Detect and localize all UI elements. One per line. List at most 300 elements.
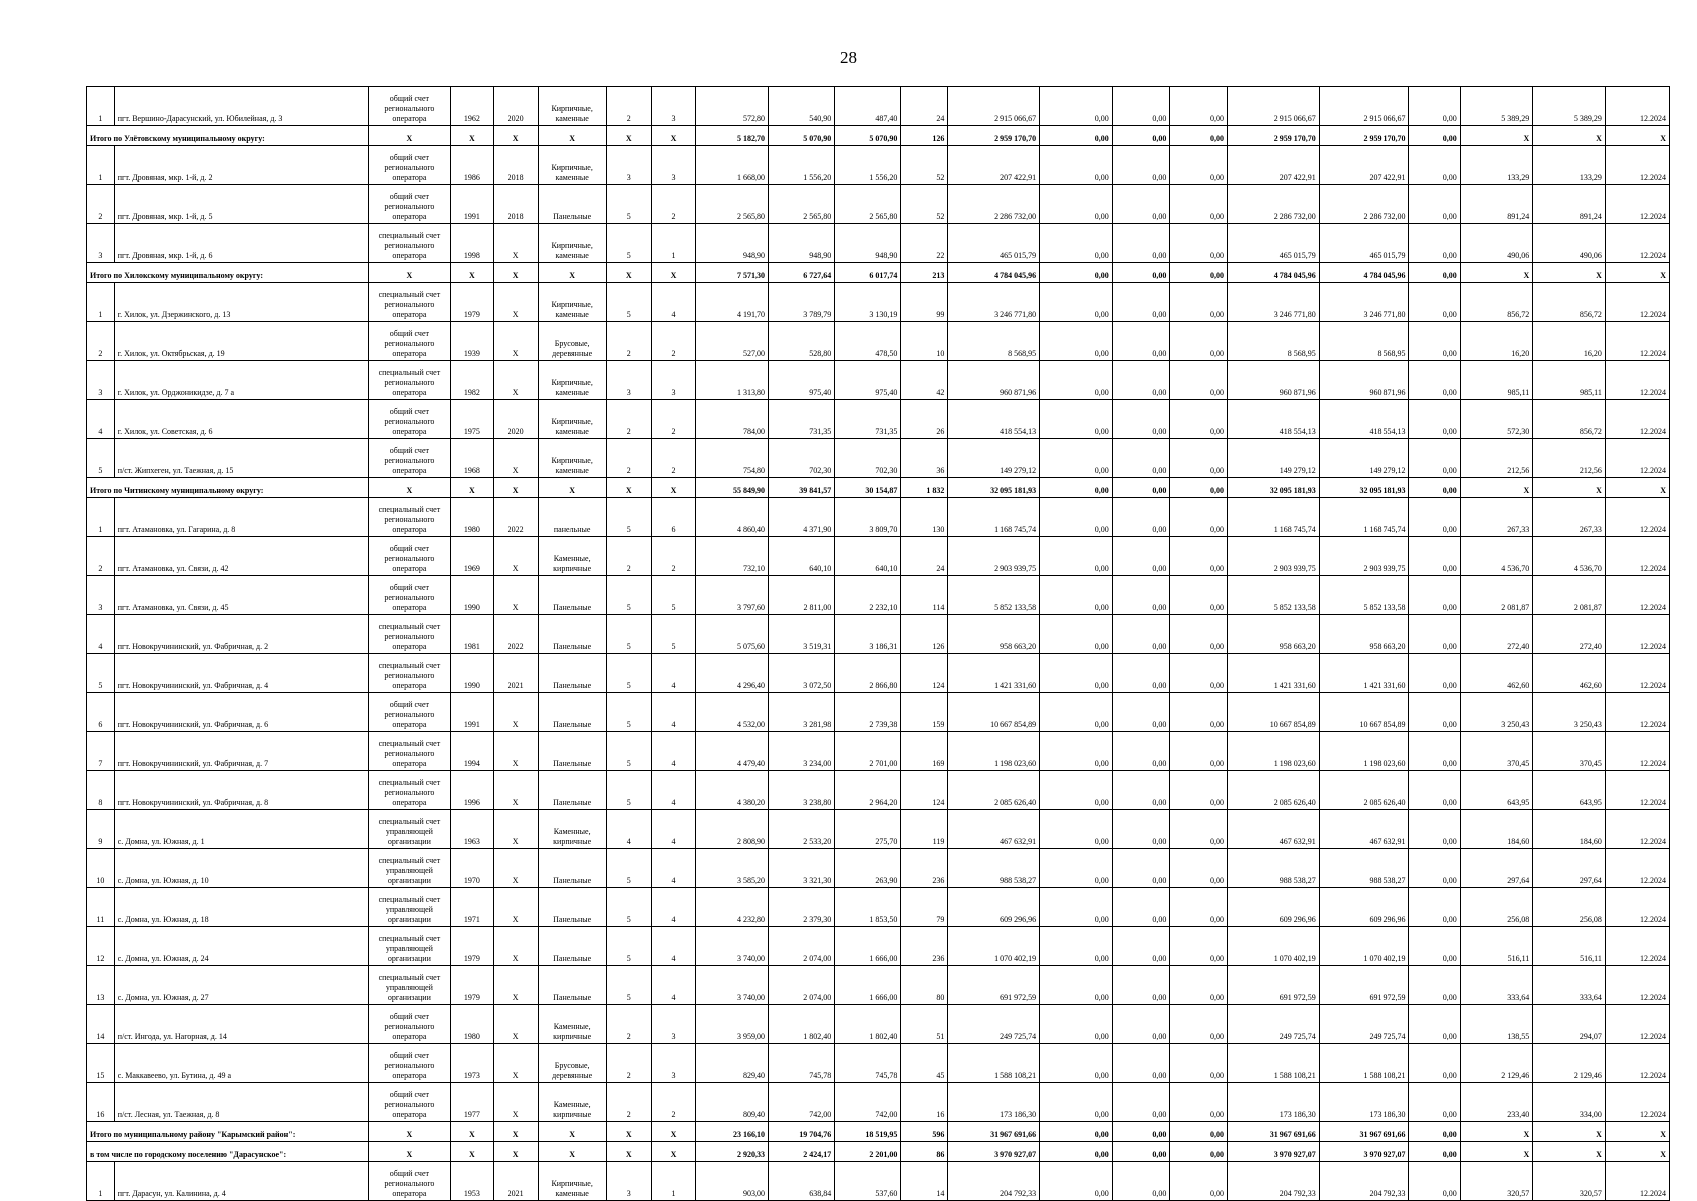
living-area-cell: 1 802,40	[769, 1005, 835, 1044]
build-year-cell: 1991	[450, 185, 493, 224]
row-number-cell: 3	[87, 361, 115, 400]
subtotal-cell: 0,00	[1040, 478, 1113, 498]
residential-area-cell: 702,30	[835, 439, 901, 478]
subtotal-cell: X	[368, 126, 450, 146]
subtotal-cell: 6 017,74	[835, 263, 901, 283]
subtotal-cell: 3 970 927,07	[1228, 1142, 1320, 1162]
row-number-cell: 15	[87, 1044, 115, 1083]
floors-cell: 4	[606, 810, 651, 849]
wall-material-cell: Панельные	[538, 654, 606, 693]
fund-cost-cell: 0,00	[1040, 361, 1113, 400]
floors-cell: 2	[606, 322, 651, 361]
owner-funds-total-cell: 465 015,79	[1319, 224, 1409, 263]
subtotal-cell: 4 784 045,96	[1228, 263, 1320, 283]
total-cost-cell: 204 792,33	[948, 1162, 1040, 1201]
build-year-cell: 1986	[450, 146, 493, 185]
owner-funds-cell: 2 085 626,40	[1228, 771, 1320, 810]
address-cell: с. Домна, ул. Южная, д. 18	[114, 888, 368, 927]
completion-date-cell: 12.2024	[1605, 888, 1669, 927]
other-funds-cell: 0,00	[1409, 1005, 1460, 1044]
subtotal-cell: X	[450, 478, 493, 498]
address-cell: г. Хилок, ул. Советская, д. 6	[114, 400, 368, 439]
other-funds-cell: 0,00	[1409, 1044, 1460, 1083]
account-type-cell: специальный счет управляющей организации	[368, 849, 450, 888]
residential-area-cell: 640,10	[835, 537, 901, 576]
account-type-cell: специальный счет регионального оператора	[368, 498, 450, 537]
limit-cost-cell: 856,72	[1533, 400, 1606, 439]
subtotal-cell: X	[450, 126, 493, 146]
wall-material-cell: Кирпичные, каменные	[538, 361, 606, 400]
floors-cell: 5	[606, 498, 651, 537]
total-area-cell: 4 296,40	[696, 654, 769, 693]
residents-cell: 130	[901, 498, 948, 537]
subtotal-cell: 19 704,76	[769, 1122, 835, 1142]
limit-cost-cell: 891,24	[1533, 185, 1606, 224]
account-type-cell: общий счет регионального оператора	[368, 322, 450, 361]
total-cost-cell: 2 915 066,67	[948, 87, 1040, 126]
subtotal-cell: 2 920,33	[696, 1142, 769, 1162]
region-cost-cell: 0,00	[1170, 888, 1228, 927]
budget-cost-cell: 0,00	[1112, 1005, 1170, 1044]
subtotal-cell: 1 832	[901, 478, 948, 498]
wall-material-cell: Панельные	[538, 966, 606, 1005]
residential-area-cell: 3 186,31	[835, 615, 901, 654]
address-cell: пгт. Дровяная, мкр. 1-й, д. 2	[114, 146, 368, 185]
owner-funds-cell: 960 871,96	[1228, 361, 1320, 400]
owner-funds-total-cell: 207 422,91	[1319, 146, 1409, 185]
subtotal-cell: 2 959 170,70	[948, 126, 1040, 146]
region-cost-cell: 0,00	[1170, 810, 1228, 849]
row-number-cell: 1	[87, 283, 115, 322]
fund-cost-cell: 0,00	[1040, 693, 1113, 732]
privatization-year-cell: 2020	[493, 87, 538, 126]
subtotal-cell: X	[606, 1122, 651, 1142]
subtotal-cell: 3 970 927,07	[948, 1142, 1040, 1162]
table-row	[87, 771, 1670, 810]
address-cell: г. Хилок, ул. Дзержинского, д. 13	[114, 283, 368, 322]
subtotal-cell: 126	[901, 126, 948, 146]
budget-cost-cell: 0,00	[1112, 771, 1170, 810]
total-cost-cell: 1 588 108,21	[948, 1044, 1040, 1083]
address-cell: г. Хилок, ул. Октябрьская, д. 19	[114, 322, 368, 361]
living-area-cell: 2 533,20	[769, 810, 835, 849]
table-row	[87, 146, 1670, 185]
privatization-year-cell: X	[493, 322, 538, 361]
budget-cost-cell: 0,00	[1112, 1162, 1170, 1201]
residential-area-cell: 2 232,10	[835, 576, 901, 615]
row-number-cell: 4	[87, 400, 115, 439]
owner-funds-total-cell: 204 792,33	[1319, 1162, 1409, 1201]
owner-funds-total-cell: 418 554,13	[1319, 400, 1409, 439]
table-row	[87, 732, 1670, 771]
table-row	[87, 966, 1670, 1005]
address-cell: с. Домна, ул. Южная, д. 27	[114, 966, 368, 1005]
owner-funds-cell: 609 296,96	[1228, 888, 1320, 927]
total-area-cell: 2 808,90	[696, 810, 769, 849]
unit-cost-cell: 133,29	[1460, 146, 1533, 185]
subtotal-cell: X	[538, 126, 606, 146]
subtotal-cell: 5 182,70	[696, 126, 769, 146]
limit-cost-cell: 643,95	[1533, 771, 1606, 810]
table-row	[87, 1162, 1670, 1201]
floors-cell: 2	[606, 1083, 651, 1122]
region-cost-cell: 0,00	[1170, 966, 1228, 1005]
table-row	[87, 361, 1670, 400]
account-type-cell: специальный счет регионального оператора	[368, 283, 450, 322]
table-row	[87, 322, 1670, 361]
residential-area-cell: 537,60	[835, 1162, 901, 1201]
account-type-cell: общий счет регионального оператора	[368, 576, 450, 615]
limit-cost-cell: 320,57	[1533, 1162, 1606, 1201]
residential-area-cell: 745,78	[835, 1044, 901, 1083]
budget-cost-cell: 0,00	[1112, 888, 1170, 927]
address-cell: пгт. Атамановка, ул. Гагарина, д. 8	[114, 498, 368, 537]
owner-funds-cell: 207 422,91	[1228, 146, 1320, 185]
residential-area-cell: 3 130,19	[835, 283, 901, 322]
total-area-cell: 2 565,80	[696, 185, 769, 224]
table-row	[87, 87, 1670, 126]
other-funds-cell: 0,00	[1409, 927, 1460, 966]
total-area-cell: 3 740,00	[696, 927, 769, 966]
limit-cost-cell: 294,07	[1533, 1005, 1606, 1044]
budget-cost-cell: 0,00	[1112, 498, 1170, 537]
fund-cost-cell: 0,00	[1040, 185, 1113, 224]
total-cost-cell: 5 852 133,58	[948, 576, 1040, 615]
floors-cell: 2	[606, 400, 651, 439]
completion-date-cell: 12.2024	[1605, 849, 1669, 888]
subtotal-cell: X	[493, 1122, 538, 1142]
entrances-cell: 5	[651, 576, 696, 615]
other-funds-cell: 0,00	[1409, 771, 1460, 810]
entrances-cell: 4	[651, 771, 696, 810]
subtotal-cell: X	[493, 263, 538, 283]
completion-date-cell: 12.2024	[1605, 361, 1669, 400]
total-area-cell: 572,80	[696, 87, 769, 126]
budget-cost-cell: 0,00	[1112, 224, 1170, 263]
other-funds-cell: 0,00	[1409, 888, 1460, 927]
other-funds-cell: 0,00	[1409, 576, 1460, 615]
fund-cost-cell: 0,00	[1040, 1162, 1113, 1201]
total-cost-cell: 988 538,27	[948, 849, 1040, 888]
wall-material-cell: Кирпичные, каменные	[538, 146, 606, 185]
account-type-cell: общий счет регионального оператора	[368, 146, 450, 185]
living-area-cell: 3 234,00	[769, 732, 835, 771]
row-number-cell: 2	[87, 185, 115, 224]
subtotal-cell: 2 959 170,70	[1228, 126, 1320, 146]
budget-cost-cell: 0,00	[1112, 927, 1170, 966]
account-type-cell: общий счет регионального оператора	[368, 87, 450, 126]
region-cost-cell: 0,00	[1170, 283, 1228, 322]
address-cell: пгт. Дарасун, ул. Калинина, д. 4	[114, 1162, 368, 1201]
total-area-cell: 3 959,00	[696, 1005, 769, 1044]
entrances-cell: 3	[651, 87, 696, 126]
wall-material-cell: Панельные	[538, 771, 606, 810]
unit-cost-cell: 2 081,87	[1460, 576, 1533, 615]
living-area-cell: 640,10	[769, 537, 835, 576]
subtotal-cell: X	[368, 1142, 450, 1162]
region-cost-cell: 0,00	[1170, 1005, 1228, 1044]
unit-cost-cell: 516,11	[1460, 927, 1533, 966]
other-funds-cell: 0,00	[1409, 361, 1460, 400]
row-number-cell: 7	[87, 732, 115, 771]
privatization-year-cell: X	[493, 693, 538, 732]
completion-date-cell: 12.2024	[1605, 966, 1669, 1005]
entrances-cell: 4	[651, 693, 696, 732]
region-cost-cell: 0,00	[1170, 439, 1228, 478]
owner-funds-cell: 691 972,59	[1228, 966, 1320, 1005]
living-area-cell: 702,30	[769, 439, 835, 478]
row-number-cell: 1	[87, 87, 115, 126]
build-year-cell: 1980	[450, 498, 493, 537]
account-type-cell: специальный счет управляющей организации	[368, 810, 450, 849]
residential-area-cell: 478,50	[835, 322, 901, 361]
owner-funds-total-cell: 2 915 066,67	[1319, 87, 1409, 126]
subtotal-cell: X	[606, 263, 651, 283]
region-cost-cell: 0,00	[1170, 927, 1228, 966]
wall-material-cell: Панельные	[538, 693, 606, 732]
owner-funds-total-cell: 173 186,30	[1319, 1083, 1409, 1122]
owner-funds-total-cell: 1 168 745,74	[1319, 498, 1409, 537]
table-row	[87, 224, 1670, 263]
table-row	[87, 400, 1670, 439]
build-year-cell: 1979	[450, 966, 493, 1005]
subtotal-cell: X	[368, 478, 450, 498]
other-funds-cell: 0,00	[1409, 87, 1460, 126]
fund-cost-cell: 0,00	[1040, 771, 1113, 810]
subtotal-cell: X	[1460, 126, 1533, 146]
table-row	[87, 654, 1670, 693]
address-cell: пгт. Новокручининский, ул. Фабричная, д. 4	[114, 654, 368, 693]
residential-area-cell: 1 666,00	[835, 927, 901, 966]
budget-cost-cell: 0,00	[1112, 810, 1170, 849]
table-row	[87, 439, 1670, 478]
floors-cell: 5	[606, 888, 651, 927]
subtotal-cell: 31 967 691,66	[1228, 1122, 1320, 1142]
completion-date-cell: 12.2024	[1605, 1044, 1669, 1083]
owner-funds-total-cell: 149 279,12	[1319, 439, 1409, 478]
subtotal-cell: X	[493, 478, 538, 498]
total-cost-cell: 8 568,95	[948, 322, 1040, 361]
privatization-year-cell: X	[493, 927, 538, 966]
total-cost-cell: 3 246 771,80	[948, 283, 1040, 322]
floors-cell: 3	[606, 1162, 651, 1201]
build-year-cell: 1979	[450, 927, 493, 966]
completion-date-cell: 12.2024	[1605, 439, 1669, 478]
owner-funds-total-cell: 1 198 023,60	[1319, 732, 1409, 771]
row-number-cell: 10	[87, 849, 115, 888]
owner-funds-cell: 1 168 745,74	[1228, 498, 1320, 537]
residents-cell: 24	[901, 537, 948, 576]
unit-cost-cell: 856,72	[1460, 283, 1533, 322]
owner-funds-cell: 1 421 331,60	[1228, 654, 1320, 693]
privatization-year-cell: X	[493, 849, 538, 888]
subtotal-label: в том числе по городскому поселению "Дарасунское":	[87, 1142, 369, 1162]
limit-cost-cell: 272,40	[1533, 615, 1606, 654]
owner-funds-cell: 467 632,91	[1228, 810, 1320, 849]
other-funds-cell: 0,00	[1409, 146, 1460, 185]
row-number-cell: 1	[87, 498, 115, 537]
completion-date-cell: 12.2024	[1605, 498, 1669, 537]
subtotal-cell: 0,00	[1112, 1122, 1170, 1142]
wall-material-cell: Панельные	[538, 888, 606, 927]
build-year-cell: 1969	[450, 537, 493, 576]
address-cell: пгт. Новокручининский, ул. Фабричная, д. 6	[114, 693, 368, 732]
fund-cost-cell: 0,00	[1040, 87, 1113, 126]
build-year-cell: 1990	[450, 654, 493, 693]
subtotal-row	[87, 478, 1670, 498]
build-year-cell: 1968	[450, 439, 493, 478]
account-type-cell: общий счет регионального оператора	[368, 185, 450, 224]
entrances-cell: 2	[651, 322, 696, 361]
address-cell: пгт. Вершино-Дарасунский, ул. Юбилейная, д. 3	[114, 87, 368, 126]
limit-cost-cell: 4 536,70	[1533, 537, 1606, 576]
subtotal-cell: X	[1460, 478, 1533, 498]
subtotal-row	[87, 263, 1670, 283]
unit-cost-cell: 16,20	[1460, 322, 1533, 361]
entrances-cell: 4	[651, 654, 696, 693]
subtotal-cell: 0,00	[1112, 478, 1170, 498]
subtotal-cell: 2 959 170,70	[1319, 126, 1409, 146]
completion-date-cell: 12.2024	[1605, 1005, 1669, 1044]
entrances-cell: 2	[651, 185, 696, 224]
unit-cost-cell: 233,40	[1460, 1083, 1533, 1122]
limit-cost-cell: 462,60	[1533, 654, 1606, 693]
account-type-cell: специальный счет регионального оператора	[368, 771, 450, 810]
subtotal-cell: X	[1533, 1122, 1606, 1142]
fund-cost-cell: 0,00	[1040, 439, 1113, 478]
living-area-cell: 2 811,00	[769, 576, 835, 615]
privatization-year-cell: X	[493, 439, 538, 478]
account-type-cell: специальный счет управляющей организации	[368, 927, 450, 966]
build-year-cell: 1998	[450, 224, 493, 263]
wall-material-cell: Каменные, кирпичные	[538, 537, 606, 576]
entrances-cell: 2	[651, 400, 696, 439]
total-area-cell: 1 313,80	[696, 361, 769, 400]
build-year-cell: 1990	[450, 576, 493, 615]
subtotal-cell: X	[1605, 478, 1669, 498]
region-cost-cell: 0,00	[1170, 146, 1228, 185]
account-type-cell: специальный счет управляющей организации	[368, 888, 450, 927]
region-cost-cell: 0,00	[1170, 537, 1228, 576]
living-area-cell: 540,90	[769, 87, 835, 126]
subtotal-cell: X	[450, 1142, 493, 1162]
living-area-cell: 3 519,31	[769, 615, 835, 654]
subtotal-cell: 6 727,64	[769, 263, 835, 283]
row-number-cell: 1	[87, 1162, 115, 1201]
completion-date-cell: 12.2024	[1605, 1083, 1669, 1122]
unit-cost-cell: 138,55	[1460, 1005, 1533, 1044]
total-area-cell: 829,40	[696, 1044, 769, 1083]
total-area-cell: 4 191,70	[696, 283, 769, 322]
subtotal-cell: 4 784 045,96	[1319, 263, 1409, 283]
limit-cost-cell: 3 250,43	[1533, 693, 1606, 732]
region-cost-cell: 0,00	[1170, 615, 1228, 654]
build-year-cell: 1996	[450, 771, 493, 810]
subtotal-cell: X	[651, 1122, 696, 1142]
residents-cell: 42	[901, 361, 948, 400]
budget-cost-cell: 0,00	[1112, 732, 1170, 771]
owner-funds-total-cell: 988 538,27	[1319, 849, 1409, 888]
row-number-cell: 11	[87, 888, 115, 927]
entrances-cell: 5	[651, 615, 696, 654]
owner-funds-total-cell: 2 903 939,75	[1319, 537, 1409, 576]
residents-cell: 51	[901, 1005, 948, 1044]
wall-material-cell: Панельные	[538, 849, 606, 888]
privatization-year-cell: X	[493, 1005, 538, 1044]
subtotal-cell: X	[1533, 478, 1606, 498]
privatization-year-cell: X	[493, 537, 538, 576]
privatization-year-cell: 2018	[493, 185, 538, 224]
fund-cost-cell: 0,00	[1040, 849, 1113, 888]
privatization-year-cell: X	[493, 224, 538, 263]
fund-cost-cell: 0,00	[1040, 224, 1113, 263]
subtotal-cell: X	[1460, 1142, 1533, 1162]
region-cost-cell: 0,00	[1170, 1044, 1228, 1083]
living-area-cell: 2 074,00	[769, 927, 835, 966]
residents-cell: 45	[901, 1044, 948, 1083]
owner-funds-cell: 149 279,12	[1228, 439, 1320, 478]
limit-cost-cell: 2 129,46	[1533, 1044, 1606, 1083]
wall-material-cell: Кирпичные, каменные	[538, 283, 606, 322]
subtotal-row	[87, 126, 1670, 146]
floors-cell: 5	[606, 927, 651, 966]
account-type-cell: специальный счет регионального оператора	[368, 615, 450, 654]
table-row	[87, 693, 1670, 732]
privatization-year-cell: X	[493, 1083, 538, 1122]
total-area-cell: 4 532,00	[696, 693, 769, 732]
region-cost-cell: 0,00	[1170, 693, 1228, 732]
total-cost-cell: 1 421 331,60	[948, 654, 1040, 693]
account-type-cell: общий счет регионального оператора	[368, 1005, 450, 1044]
subtotal-row	[87, 1122, 1670, 1142]
subtotal-cell: 0,00	[1040, 1122, 1113, 1142]
residential-area-cell: 1 666,00	[835, 966, 901, 1005]
privatization-year-cell: 2022	[493, 615, 538, 654]
total-cost-cell: 2 085 626,40	[948, 771, 1040, 810]
total-cost-cell: 173 186,30	[948, 1083, 1040, 1122]
wall-material-cell: Каменные, кирпичные	[538, 810, 606, 849]
wall-material-cell: Кирпичные, каменные	[538, 439, 606, 478]
subtotal-cell: X	[1460, 263, 1533, 283]
budget-cost-cell: 0,00	[1112, 400, 1170, 439]
budget-cost-cell: 0,00	[1112, 185, 1170, 224]
fund-cost-cell: 0,00	[1040, 498, 1113, 537]
other-funds-cell: 0,00	[1409, 537, 1460, 576]
row-number-cell: 8	[87, 771, 115, 810]
budget-cost-cell: 0,00	[1112, 576, 1170, 615]
owner-funds-total-cell: 1 421 331,60	[1319, 654, 1409, 693]
total-cost-cell: 149 279,12	[948, 439, 1040, 478]
residential-area-cell: 2 565,80	[835, 185, 901, 224]
living-area-cell: 3 072,50	[769, 654, 835, 693]
table-row	[87, 810, 1670, 849]
account-type-cell: общий счет регионального оператора	[368, 439, 450, 478]
subtotal-cell: X	[368, 1122, 450, 1142]
wall-material-cell: Панельные	[538, 185, 606, 224]
residential-area-cell: 2 866,80	[835, 654, 901, 693]
build-year-cell: 1962	[450, 87, 493, 126]
limit-cost-cell: 267,33	[1533, 498, 1606, 537]
living-area-cell: 3 281,98	[769, 693, 835, 732]
floors-cell: 5	[606, 283, 651, 322]
build-year-cell: 1973	[450, 1044, 493, 1083]
subtotal-cell: X	[1460, 1122, 1533, 1142]
table-row	[87, 283, 1670, 322]
floors-cell: 2	[606, 1005, 651, 1044]
subtotal-cell: 0,00	[1409, 1122, 1460, 1142]
entrances-cell: 4	[651, 283, 696, 322]
wall-material-cell: Панельные	[538, 576, 606, 615]
